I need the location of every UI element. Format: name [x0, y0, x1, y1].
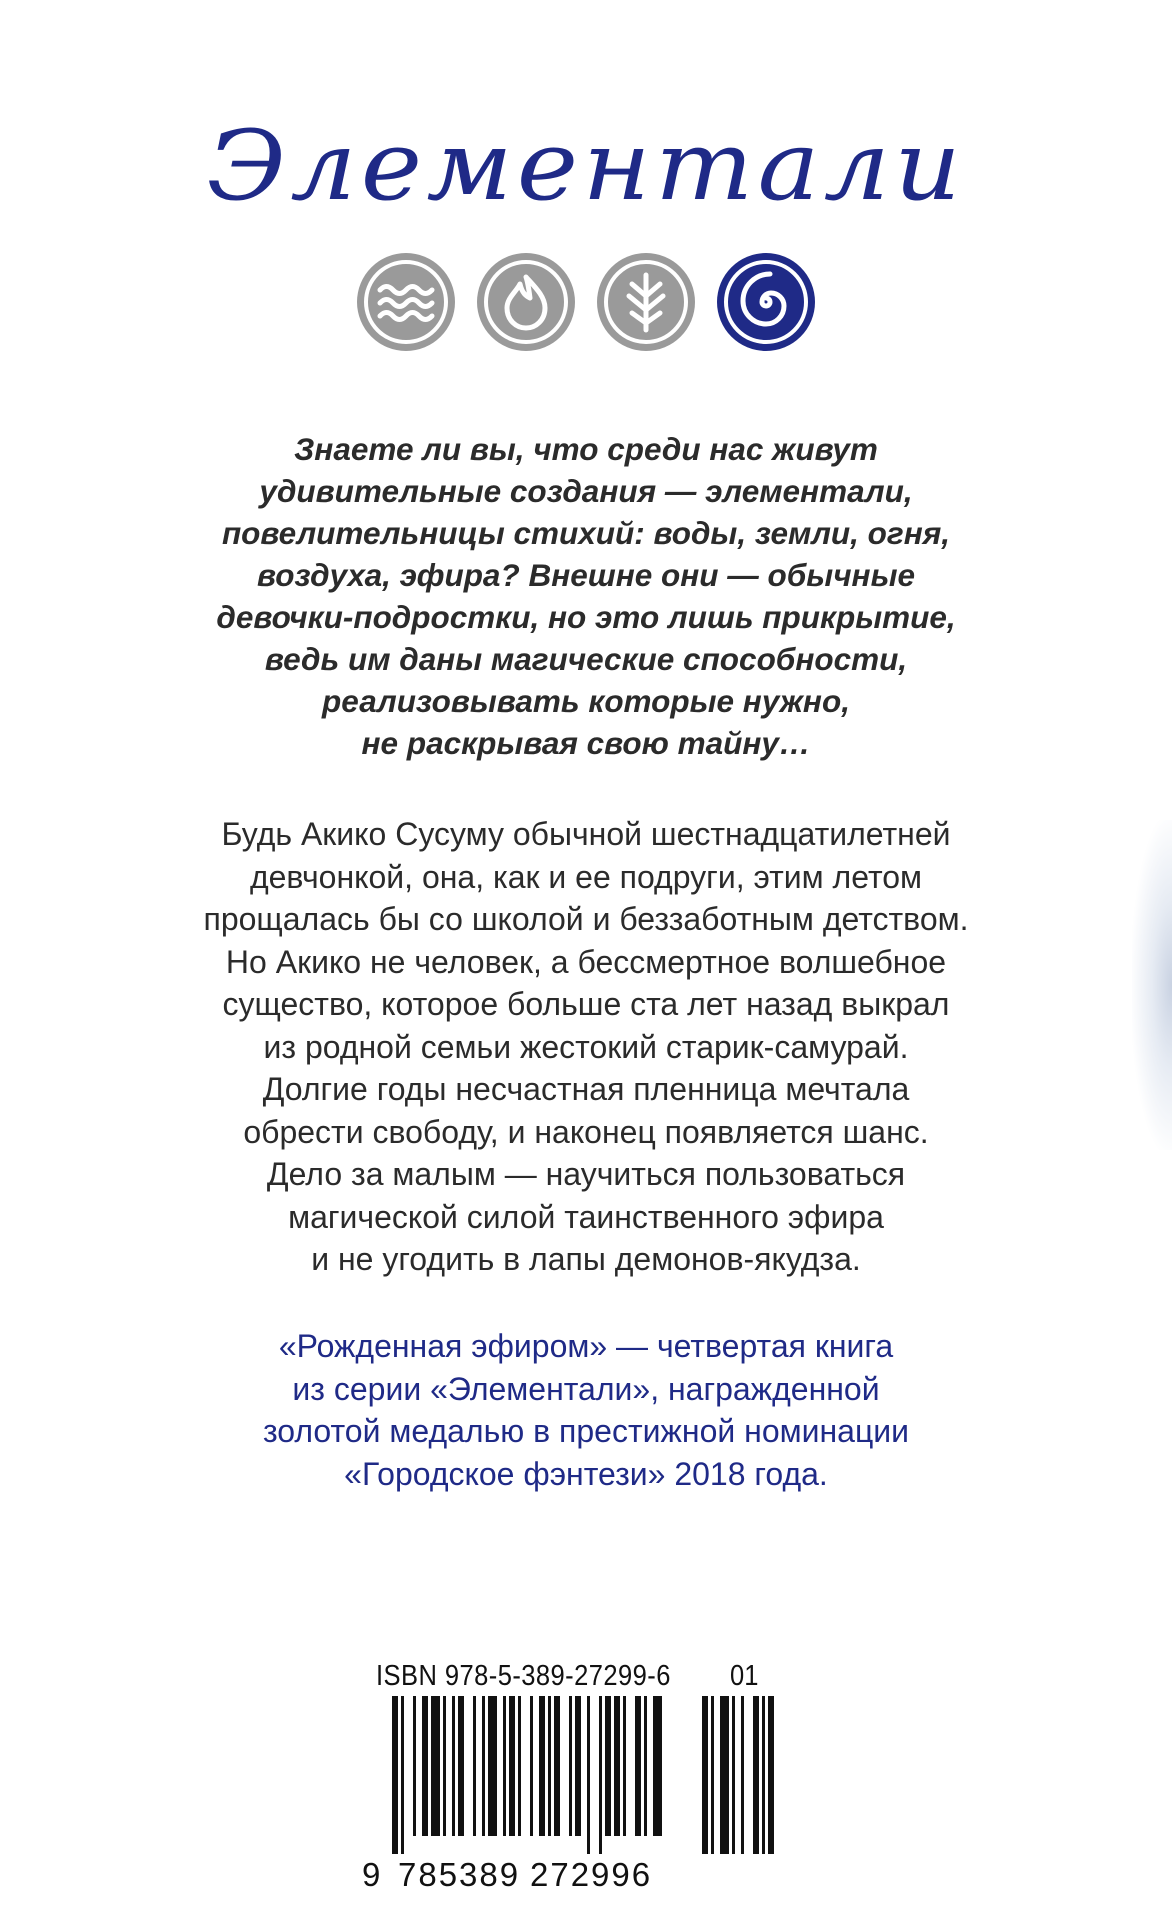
- fire-icon: [474, 250, 578, 354]
- body-line: Дело за малым — научиться пользоваться: [266, 1156, 906, 1192]
- addon-bar: [702, 1696, 708, 1854]
- barcode-bar: [392, 1696, 398, 1854]
- intro-line: реализовывать которые нужно,: [322, 683, 850, 719]
- body-line: Долгие годы несчастная пленница мечтала: [262, 1071, 910, 1107]
- series-title: Элементали: [206, 110, 966, 222]
- barcode-bar: [458, 1696, 464, 1836]
- body-line: девчонкой, она, как и ее подруги, этим летом: [249, 858, 923, 895]
- body-line: обрести свободу, и наконец появляется шанс.: [243, 1113, 929, 1150]
- ean-first-digit: 9: [362, 1856, 383, 1893]
- element-icons: [0, 250, 1172, 354]
- body-line: и не угодить в лапы демонов-якудза.: [311, 1241, 861, 1277]
- ean-left-group: 785389: [398, 1856, 521, 1893]
- body-line: прощалась бы со школой и беззаботным детством.: [203, 901, 969, 937]
- barcode-bar: [614, 1696, 620, 1836]
- barcode-bar: [473, 1696, 476, 1836]
- addon-bar: [720, 1696, 729, 1854]
- earth-icon: [594, 250, 698, 354]
- barcode-bar: [431, 1696, 440, 1836]
- barcode-bar: [599, 1696, 602, 1854]
- cover-art-edge: [1132, 820, 1172, 1150]
- intro-line: девочки-подростки, но это лишь прикрытие,: [216, 599, 956, 635]
- body-line: из родной семьи жестокий старик-самурай.: [263, 1028, 909, 1065]
- barcode-bar: [488, 1696, 497, 1836]
- body-line: магической силой таинственного эфира: [288, 1198, 884, 1235]
- intro-line: воздуха, эфира? Внешне они — обычные: [256, 557, 916, 593]
- ether-icon: [714, 250, 818, 354]
- barcode-bar: [482, 1696, 485, 1836]
- isbn-label: ISBN 978-5-389-27299-6: [376, 1660, 671, 1692]
- water-icon: [354, 250, 458, 354]
- barcode-bar: [422, 1696, 428, 1836]
- series-note: [120, 1325, 1052, 1495]
- series-line: золотой медалью в престижной номинации: [262, 1413, 910, 1449]
- barcode-bar: [509, 1696, 515, 1836]
- barcode-bar: [635, 1696, 641, 1836]
- barcode-bar: [413, 1696, 416, 1836]
- body-line: Но Акико не человек, а бессмертное волшебное: [225, 943, 947, 980]
- addon-bar: [741, 1696, 744, 1854]
- addon-bar: [762, 1696, 765, 1854]
- series-line: «Городское фэнтези» 2018 года.: [344, 1455, 828, 1492]
- barcode-bar: [587, 1696, 590, 1854]
- barcode-bars: [362, 1696, 782, 1856]
- barcode-bar: [548, 1696, 551, 1836]
- intro-line: удивительные создания — элементали,: [259, 473, 913, 509]
- addon-bar: [732, 1696, 735, 1854]
- series-line: «Рожденная эфиром» — четвертая книга: [278, 1328, 894, 1364]
- barcode-bar: [644, 1696, 647, 1836]
- barcode-bar: [554, 1696, 560, 1836]
- barcode-bar: [530, 1696, 533, 1836]
- barcode-bar: [452, 1696, 455, 1836]
- blurb-body: [120, 813, 1052, 1281]
- addon-bar: [753, 1696, 759, 1854]
- barcode-bar: [503, 1696, 506, 1836]
- barcode-bar: [401, 1696, 404, 1854]
- body-line: существо, которое больше ста лет назад выкрал: [222, 986, 950, 1022]
- isbn-barcode: [362, 1660, 782, 1893]
- intro-line: Знаете ли вы, что среди нас живут: [294, 431, 878, 467]
- addon-bar: [768, 1696, 774, 1854]
- barcode-bar: [653, 1696, 662, 1836]
- blurb-intro: [140, 428, 1032, 764]
- barcode-bar: [518, 1696, 521, 1836]
- isbn-addon-label: 01: [730, 1660, 759, 1692]
- ean-right-group: 272996: [530, 1856, 653, 1893]
- intro-line: повелительницы стихий: воды, земли, огня,: [221, 515, 951, 551]
- barcode-bar: [443, 1696, 446, 1836]
- addon-bar: [711, 1696, 714, 1854]
- barcode-bar: [623, 1696, 626, 1836]
- body-line: Будь Акико Сусуму обычной шестнадцатилетней: [221, 816, 951, 852]
- intro-line: ведь им даны магические способности,: [264, 641, 908, 677]
- barcode-bar: [539, 1696, 545, 1836]
- intro-line: не раскрывая свою тайну…: [361, 725, 811, 761]
- barcode-bar: [605, 1696, 611, 1836]
- series-line: из серии «Элементали», награжденной: [292, 1370, 880, 1407]
- barcode-bar: [575, 1696, 581, 1836]
- barcode-bar: [569, 1696, 572, 1836]
